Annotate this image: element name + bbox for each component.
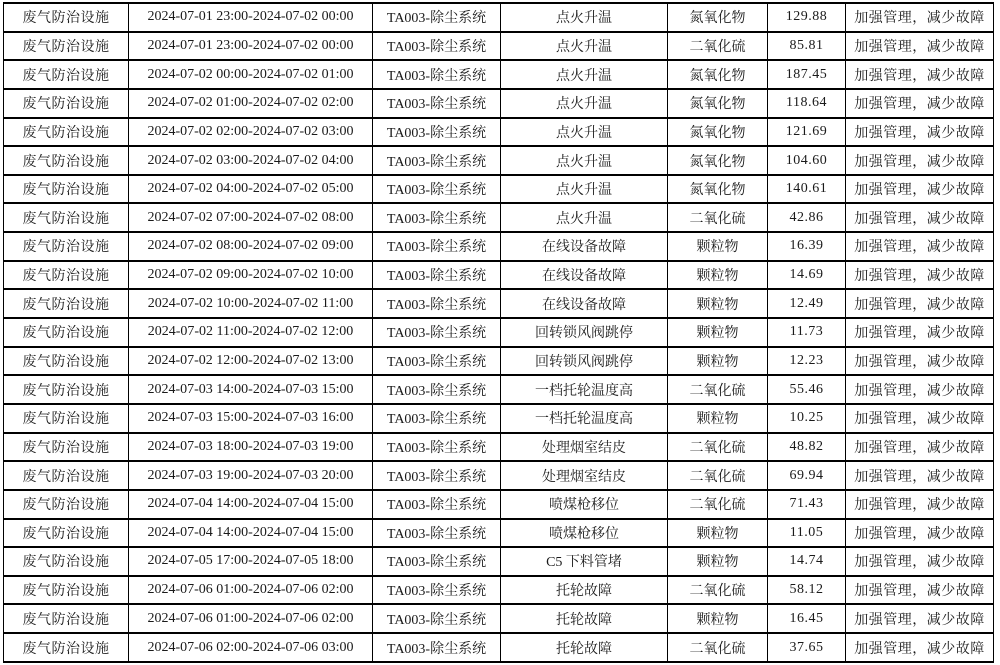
cell-facility: 废气防治设施 <box>4 576 129 605</box>
cell-value: 14.69 <box>768 261 846 290</box>
cell-pollutant: 氮氧化物 <box>668 118 768 147</box>
cell-event: 点火升温 <box>501 89 668 118</box>
cell-pollutant: 二氧化硫 <box>668 32 768 61</box>
cell-time_range: 2024-07-02 02:00-2024-07-02 03:00 <box>129 118 373 147</box>
cell-system: TA003-除尘系统 <box>373 89 501 118</box>
cell-event: 处理烟室结皮 <box>501 433 668 462</box>
cell-facility: 废气防治设施 <box>4 32 129 61</box>
cell-pollutant: 颗粒物 <box>668 604 768 633</box>
cell-system: TA003-除尘系统 <box>373 633 501 662</box>
cell-suggestion: 加强管理，减少故障 <box>846 633 994 662</box>
cell-value: 11.05 <box>768 519 846 548</box>
cell-suggestion: 加强管理，减少故障 <box>846 519 994 548</box>
cell-system: TA003-除尘系统 <box>373 547 501 576</box>
cell-time_range: 2024-07-02 07:00-2024-07-02 08:00 <box>129 203 373 232</box>
cell-event: 点火升温 <box>501 60 668 89</box>
cell-time_range: 2024-07-03 14:00-2024-07-03 15:00 <box>129 375 373 404</box>
cell-facility: 废气防治设施 <box>4 60 129 89</box>
cell-pollutant: 氮氧化物 <box>668 89 768 118</box>
cell-event: 在线设备故障 <box>501 232 668 261</box>
cell-facility: 废气防治设施 <box>4 519 129 548</box>
cell-value: 71.43 <box>768 490 846 519</box>
cell-time_range: 2024-07-02 10:00-2024-07-02 11:00 <box>129 289 373 318</box>
table-row <box>4 3 994 32</box>
cell-pollutant: 二氧化硫 <box>668 433 768 462</box>
cell-event: 喷煤枪移位 <box>501 519 668 548</box>
cell-time_range: 2024-07-02 00:00-2024-07-02 01:00 <box>129 60 373 89</box>
cell-suggestion: 加强管理，减少故障 <box>846 461 994 490</box>
cell-value: 16.39 <box>768 232 846 261</box>
cell-event: 托轮故障 <box>501 633 668 662</box>
cell-value: 58.12 <box>768 576 846 605</box>
cell-facility: 废气防治设施 <box>4 89 129 118</box>
cell-pollutant: 二氧化硫 <box>668 375 768 404</box>
cell-value: 12.23 <box>768 347 846 376</box>
cell-suggestion: 加强管理，减少故障 <box>846 3 994 32</box>
cell-event: 一档托轮温度高 <box>501 375 668 404</box>
cell-facility: 废气防治设施 <box>4 490 129 519</box>
cell-suggestion: 加强管理，减少故障 <box>846 289 994 318</box>
cell-suggestion: 加强管理，减少故障 <box>846 433 994 462</box>
cell-system: TA003-除尘系统 <box>373 232 501 261</box>
cell-suggestion: 加强管理，减少故障 <box>846 547 994 576</box>
cell-time_range: 2024-07-06 01:00-2024-07-06 02:00 <box>129 576 373 605</box>
cell-value: 14.74 <box>768 547 846 576</box>
table-row <box>4 318 994 347</box>
cell-system: TA003-除尘系统 <box>373 375 501 404</box>
cell-facility: 废气防治设施 <box>4 347 129 376</box>
cell-pollutant: 颗粒物 <box>668 547 768 576</box>
cell-system: TA003-除尘系统 <box>373 404 501 433</box>
cell-value: 48.82 <box>768 433 846 462</box>
table-row <box>4 203 994 232</box>
cell-event: 在线设备故障 <box>501 261 668 290</box>
table-row <box>4 461 994 490</box>
cell-suggestion: 加强管理，减少故障 <box>846 32 994 61</box>
cell-pollutant: 颗粒物 <box>668 347 768 376</box>
cell-time_range: 2024-07-02 09:00-2024-07-02 10:00 <box>129 261 373 290</box>
table-row <box>4 404 994 433</box>
cell-value: 85.81 <box>768 32 846 61</box>
cell-suggestion: 加强管理，减少故障 <box>846 203 994 232</box>
cell-time_range: 2024-07-01 23:00-2024-07-02 00:00 <box>129 3 373 32</box>
table-row <box>4 118 994 147</box>
cell-event: 回转锁风阀跳停 <box>501 347 668 376</box>
table-row <box>4 32 994 61</box>
cell-system: TA003-除尘系统 <box>373 32 501 61</box>
cell-system: TA003-除尘系统 <box>373 289 501 318</box>
table-row <box>4 146 994 175</box>
table-row <box>4 289 994 318</box>
cell-suggestion: 加强管理，减少故障 <box>846 146 994 175</box>
cell-event: 点火升温 <box>501 3 668 32</box>
cell-system: TA003-除尘系统 <box>373 604 501 633</box>
cell-suggestion: 加强管理，减少故障 <box>846 175 994 204</box>
cell-facility: 废气防治设施 <box>4 118 129 147</box>
cell-system: TA003-除尘系统 <box>373 146 501 175</box>
cell-pollutant: 氮氧化物 <box>668 175 768 204</box>
table-row <box>4 604 994 633</box>
cell-event: 点火升温 <box>501 32 668 61</box>
cell-facility: 废气防治设施 <box>4 404 129 433</box>
cell-system: TA003-除尘系统 <box>373 318 501 347</box>
table-row <box>4 633 994 662</box>
cell-system: TA003-除尘系统 <box>373 118 501 147</box>
cell-event: 在线设备故障 <box>501 289 668 318</box>
cell-event: 托轮故障 <box>501 576 668 605</box>
cell-facility: 废气防治设施 <box>4 375 129 404</box>
cell-facility: 废气防治设施 <box>4 604 129 633</box>
cell-event: 点火升温 <box>501 203 668 232</box>
cell-value: 140.61 <box>768 175 846 204</box>
cell-value: 42.86 <box>768 203 846 232</box>
cell-system: TA003-除尘系统 <box>373 347 501 376</box>
table-row <box>4 347 994 376</box>
table-row <box>4 490 994 519</box>
cell-suggestion: 加强管理，减少故障 <box>846 490 994 519</box>
cell-facility: 废气防治设施 <box>4 146 129 175</box>
cell-suggestion: 加强管理，减少故障 <box>846 60 994 89</box>
cell-time_range: 2024-07-02 01:00-2024-07-02 02:00 <box>129 89 373 118</box>
table-row <box>4 519 994 548</box>
cell-time_range: 2024-07-04 14:00-2024-07-04 15:00 <box>129 519 373 548</box>
cell-suggestion: 加强管理，减少故障 <box>846 232 994 261</box>
table-row <box>4 433 994 462</box>
cell-event: 点火升温 <box>501 146 668 175</box>
cell-system: TA003-除尘系统 <box>373 576 501 605</box>
cell-facility: 废气防治设施 <box>4 232 129 261</box>
cell-suggestion: 加强管理，减少故障 <box>846 118 994 147</box>
cell-value: 129.88 <box>768 3 846 32</box>
cell-time_range: 2024-07-01 23:00-2024-07-02 00:00 <box>129 32 373 61</box>
cell-system: TA003-除尘系统 <box>373 461 501 490</box>
cell-value: 69.94 <box>768 461 846 490</box>
cell-facility: 废气防治设施 <box>4 261 129 290</box>
cell-system: TA003-除尘系统 <box>373 519 501 548</box>
cell-time_range: 2024-07-03 19:00-2024-07-03 20:00 <box>129 461 373 490</box>
cell-time_range: 2024-07-03 18:00-2024-07-03 19:00 <box>129 433 373 462</box>
cell-pollutant: 二氧化硫 <box>668 203 768 232</box>
cell-pollutant: 二氧化硫 <box>668 490 768 519</box>
table-row <box>4 547 994 576</box>
cell-time_range: 2024-07-02 12:00-2024-07-02 13:00 <box>129 347 373 376</box>
table-row <box>4 261 994 290</box>
cell-facility: 废气防治设施 <box>4 3 129 32</box>
cell-facility: 废气防治设施 <box>4 633 129 662</box>
cell-time_range: 2024-07-05 17:00-2024-07-05 18:00 <box>129 547 373 576</box>
table-row <box>4 232 994 261</box>
cell-suggestion: 加强管理，减少故障 <box>846 576 994 605</box>
cell-event: 点火升温 <box>501 175 668 204</box>
cell-suggestion: 加强管理，减少故障 <box>846 318 994 347</box>
table-row <box>4 576 994 605</box>
cell-pollutant: 二氧化硫 <box>668 576 768 605</box>
cell-time_range: 2024-07-02 04:00-2024-07-02 05:00 <box>129 175 373 204</box>
cell-value: 37.65 <box>768 633 846 662</box>
cell-value: 11.73 <box>768 318 846 347</box>
cell-pollutant: 颗粒物 <box>668 232 768 261</box>
cell-suggestion: 加强管理，减少故障 <box>846 375 994 404</box>
cell-time_range: 2024-07-06 01:00-2024-07-06 02:00 <box>129 604 373 633</box>
cell-pollutant: 二氧化硫 <box>668 633 768 662</box>
cell-suggestion: 加强管理，减少故障 <box>846 404 994 433</box>
cell-system: TA003-除尘系统 <box>373 175 501 204</box>
cell-pollutant: 颗粒物 <box>668 519 768 548</box>
cell-value: 55.46 <box>768 375 846 404</box>
cell-value: 12.49 <box>768 289 846 318</box>
table-body <box>4 3 994 662</box>
cell-pollutant: 颗粒物 <box>668 318 768 347</box>
cell-time_range: 2024-07-06 02:00-2024-07-06 03:00 <box>129 633 373 662</box>
table-row <box>4 175 994 204</box>
cell-pollutant: 氮氧化物 <box>668 60 768 89</box>
cell-value: 118.64 <box>768 89 846 118</box>
cell-facility: 废气防治设施 <box>4 175 129 204</box>
cell-suggestion: 加强管理，减少故障 <box>846 89 994 118</box>
cell-time_range: 2024-07-02 11:00-2024-07-02 12:00 <box>129 318 373 347</box>
table-row <box>4 375 994 404</box>
cell-event: 点火升温 <box>501 118 668 147</box>
cell-suggestion: 加强管理，减少故障 <box>846 261 994 290</box>
table-row <box>4 60 994 89</box>
cell-system: TA003-除尘系统 <box>373 433 501 462</box>
cell-system: TA003-除尘系统 <box>373 261 501 290</box>
table-row <box>4 89 994 118</box>
cell-pollutant: 颗粒物 <box>668 404 768 433</box>
cell-suggestion: 加强管理，减少故障 <box>846 347 994 376</box>
cell-suggestion: 加强管理，减少故障 <box>846 604 994 633</box>
cell-pollutant: 颗粒物 <box>668 261 768 290</box>
cell-system: TA003-除尘系统 <box>373 203 501 232</box>
cell-system: TA003-除尘系统 <box>373 60 501 89</box>
cell-pollutant: 氮氧化物 <box>668 3 768 32</box>
cell-pollutant: 颗粒物 <box>668 289 768 318</box>
cell-value: 16.45 <box>768 604 846 633</box>
cell-facility: 废气防治设施 <box>4 461 129 490</box>
cell-value: 104.60 <box>768 146 846 175</box>
emission-events-table <box>3 2 994 663</box>
cell-system: TA003-除尘系统 <box>373 490 501 519</box>
cell-value: 10.25 <box>768 404 846 433</box>
cell-pollutant: 氮氧化物 <box>668 146 768 175</box>
cell-value: 121.69 <box>768 118 846 147</box>
cell-time_range: 2024-07-04 14:00-2024-07-04 15:00 <box>129 490 373 519</box>
cell-system: TA003-除尘系统 <box>373 3 501 32</box>
cell-time_range: 2024-07-02 08:00-2024-07-02 09:00 <box>129 232 373 261</box>
cell-event: C5 下料管堵 <box>501 547 668 576</box>
cell-event: 托轮故障 <box>501 604 668 633</box>
cell-event: 处理烟室结皮 <box>501 461 668 490</box>
cell-event: 回转锁风阀跳停 <box>501 318 668 347</box>
cell-facility: 废气防治设施 <box>4 318 129 347</box>
cell-facility: 废气防治设施 <box>4 547 129 576</box>
cell-time_range: 2024-07-03 15:00-2024-07-03 16:00 <box>129 404 373 433</box>
cell-pollutant: 二氧化硫 <box>668 461 768 490</box>
cell-facility: 废气防治设施 <box>4 433 129 462</box>
cell-event: 喷煤枪移位 <box>501 490 668 519</box>
cell-time_range: 2024-07-02 03:00-2024-07-02 04:00 <box>129 146 373 175</box>
cell-facility: 废气防治设施 <box>4 203 129 232</box>
cell-value: 187.45 <box>768 60 846 89</box>
cell-event: 一档托轮温度高 <box>501 404 668 433</box>
cell-facility: 废气防治设施 <box>4 289 129 318</box>
